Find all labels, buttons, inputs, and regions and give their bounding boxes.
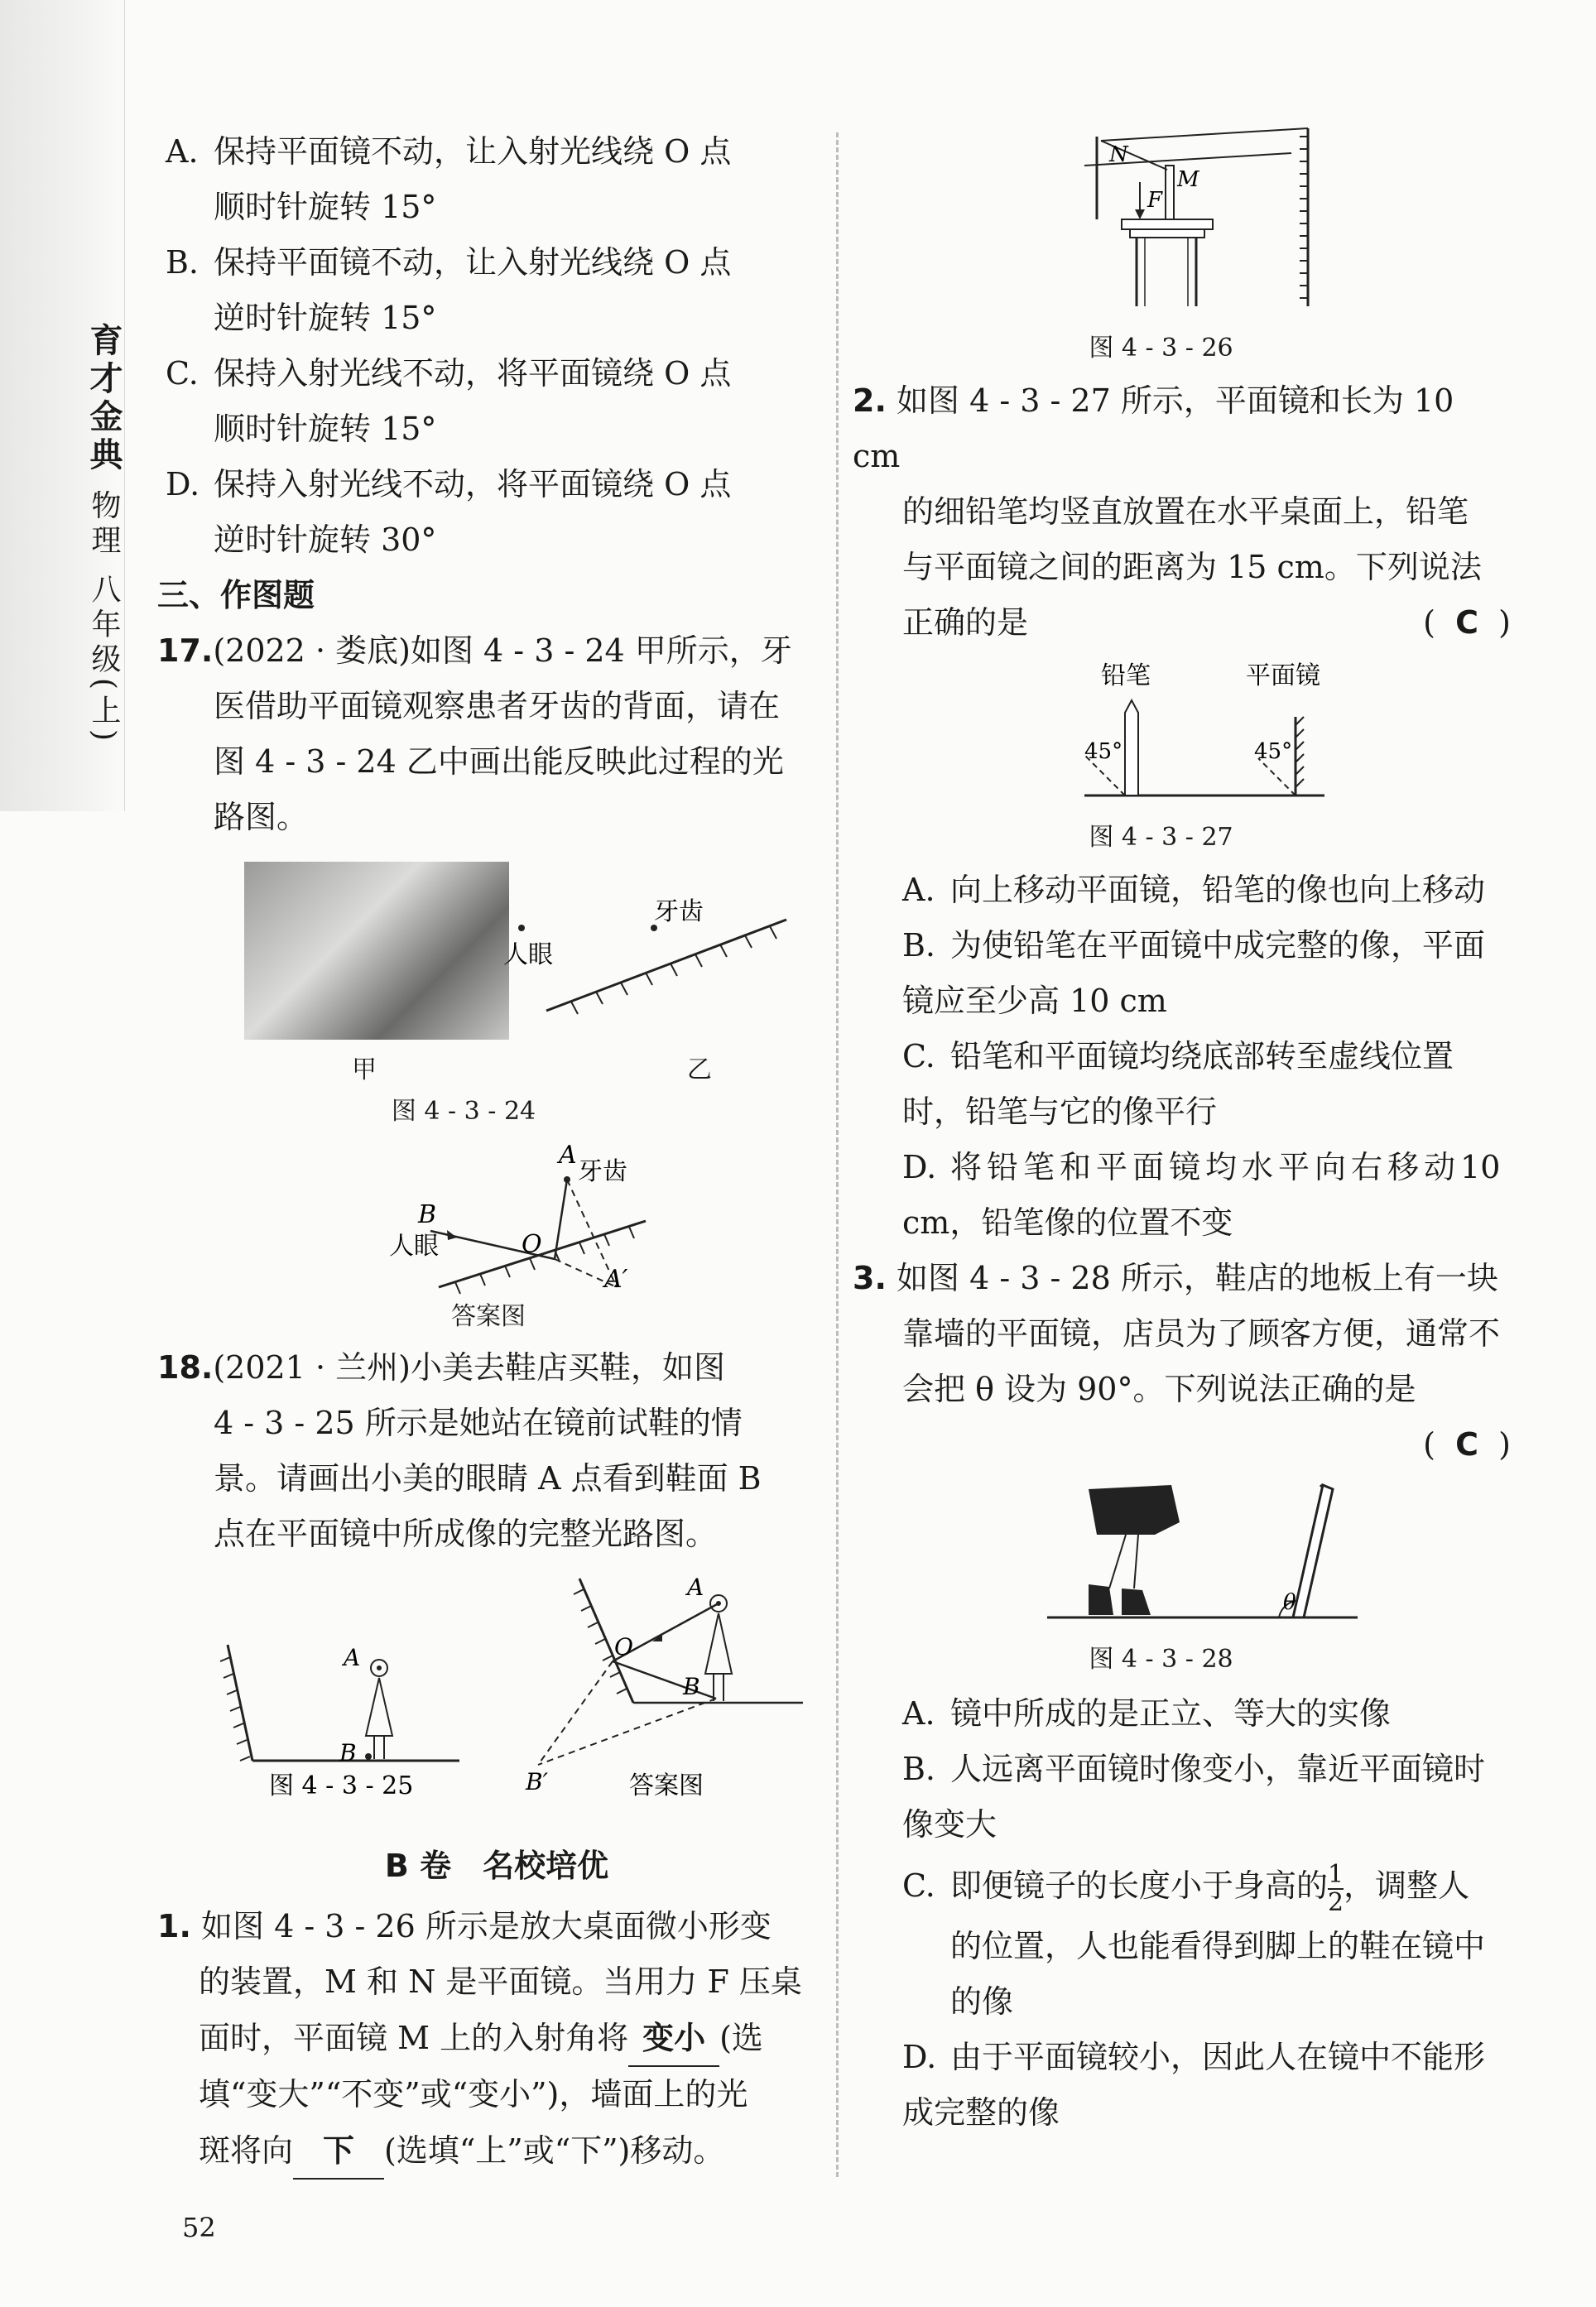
dentist-photo [244,862,509,1040]
q3-option-c: C. 即便镜子的长度小于身高的 $\frac{1}{2}$ ，调整人 [902,1859,1470,1917]
q16-option-a: A. 保持平面镜不动，让入射光线绕 O 点 顺时针旋转 15° [166,133,732,225]
q3-option-b: B. 人远离平面镜时像变小，靠近平面镜时像变大 [902,1751,1486,1843]
figure-4-3-25-and-answer [166,1562,828,1802]
q3-option-a: A. 镜中所成的是正立、等大的实像 [902,1695,1392,1732]
spine-brand: 育才金典 [84,323,123,475]
q2-option-b: B. 为使铅笔在平面镜中成完整的像，平面镜应至少高 10 cm [902,927,1486,1019]
right-column [853,124,1511,2141]
label-tooth: 牙齿 [654,897,704,926]
ans17-a: A [559,1141,577,1170]
svg-text:N: N [1109,142,1128,167]
caption-answer-18: 答案图 [629,1771,704,1800]
answer-q3: C [1455,1426,1478,1463]
left-column [157,124,828,2180]
svg-text:θ: θ [1283,1590,1296,1615]
label-jia: 甲 [352,1055,377,1084]
svg-text:O: O [614,1633,633,1661]
book-spine [0,0,125,811]
caption-4-3-24: 图 4 - 3 - 24 [391,1097,536,1126]
ans17-b: B [418,1200,437,1229]
section-title-b: B 卷 名校培优 [384,1848,609,1884]
q2-option-c: C. 铅笔和平面镜均绕底部转至虚线位置时，铅笔与它的像平行 [902,1038,1454,1130]
svg-text:M: M [1177,167,1199,192]
svg-text:B′: B′ [526,1768,548,1795]
section-title-drawing: 三、作图题 [157,577,315,613]
spine-text [84,323,123,746]
fraction-one-half: $\frac{1}{2}$ [1328,1859,1344,1917]
question-2: 2. 如图 4 - 3 - 27 所示，平面镜和长为 10 cm 的细铅笔均竖直放置在水平桌面上，铅笔 与平面镜之间的距离为 15 cm。下列说法 正确的是 ( C ) [853,382,1511,641]
spine-subject: 物理 [87,489,121,560]
ans17-tooth: 牙齿 [578,1157,627,1186]
svg-text:B: B [683,1673,700,1700]
svg-text:铅笔: 铅笔 [1101,661,1151,690]
page-number: 52 [182,2212,216,2243]
q3-option-d: D. 由于平面镜较小，因此人在镜中不能形成完整的像 [902,2039,1486,2131]
svg-text:45°: 45° [1254,739,1293,764]
ans17-o: O [522,1230,542,1259]
column-divider [836,132,839,2177]
fill-answer-1[interactable]: 变小 [628,2010,719,2067]
figure-4-3-24 [166,845,828,1093]
mirror-diagram-yi [503,862,820,1077]
q2-option-a: A. 向上移动平面镜，铅笔的像也向上移动 [902,872,1486,908]
ans17-eye: 人眼 [389,1232,439,1261]
caption-answer-17: 答案图 [451,1302,526,1331]
figure-4-3-28 [861,1473,1511,1638]
label-yi: 乙 [687,1055,712,1084]
q16-option-d: D. 保持入射光线不动，将平面镜绕 O 点 逆时针旋转 30° [166,466,732,558]
figure-4-3-27 [861,651,1511,816]
answer-figure-17 [166,1130,828,1295]
caption-4-3-27: 图 4 - 3 - 27 [1089,823,1233,852]
question-17: 17.(2022 · 娄底)如图 4 - 3 - 24 甲所示，牙 医借助平面镜观察患者牙齿的背面，请在 图 4 - 3 - 24 乙中画出能反映此过程的光 路图。 [157,632,792,835]
q16-option-c: C. 保持入射光线不动，将平面镜绕 O 点 顺时针旋转 15° [166,355,732,447]
svg-text:平面镜: 平面镜 [1246,661,1320,690]
svg-text:F: F [1147,188,1163,213]
caption-4-3-25: 图 4 - 3 - 25 [269,1771,414,1800]
ans17-a-prime: A′ [604,1265,628,1294]
figure-4-3-26 [861,124,1511,344]
caption-4-3-28: 图 4 - 3 - 28 [1089,1645,1233,1674]
svg-text:A: A [687,1574,704,1601]
label-eye: 人眼 [503,940,553,969]
fill-answer-2[interactable]: 下 [293,2122,384,2180]
svg-text:45°: 45° [1084,739,1123,764]
caption-4-3-26: 图 4 - 3 - 26 [1089,334,1233,363]
svg-text:B: B [339,1739,357,1766]
q16-option-b: B. 保持平面镜不动，让入射光线绕 O 点 逆时针旋转 15° [166,244,732,336]
q3-options: A. 镜中所成的是正立、等大的实像 B. 人远离平面镜时像变小，靠近平面镜时像变大 C. 即便镜子的长度小于身高的 $\frac{1}{2}$ ，调整人 的位置，人也能看得到脚上的鞋在镜中 的像 D. 由于平面镜较小，因此人在镜中不能形成完整的像 [861,1686,1511,2141]
spine-grade: 八年级(上) [87,573,121,746]
q2-option-d: D. 将铅笔和平面镜均水平向右移动10 cm，铅笔像的位置不变 [902,1149,1501,1241]
answer-figure-18 [525,1574,803,1795]
answer-q2: C [1455,604,1478,641]
question-3: 3. 如图 4 - 3 - 28 所示，鞋店的地板上有一块 靠墙的平面镜，店员为了顾客方便，通常不 会把 θ 设为 90°。下列说法正确的是 ( C ) [853,1260,1511,1463]
question-18: 18.(2021 · 兰州)小美去鞋店买鞋，如图 4 - 3 - 25 所示是她站在镜前试鞋的情 景。请画出小美的眼睛 A 点看到鞋面 B 点在平面镜中所成像的完整光路图。 [157,1349,762,1552]
q2-options [861,863,1511,1251]
question-b1: 1. 如图 4 - 3 - 26 所示是放大桌面微小形变 的装置，M 和 N 是平面镜。当用力 F 压桌 面时，平面镜 M 上的入射角将 变小 (选 填“变大”“不变”或“变小”)，墙面上的光 斑将向 下 (选填“上”或“下”)移动。 [166,1899,828,2180]
figure-4-3-25 [220,1644,459,1766]
svg-text:A: A [344,1644,361,1671]
q16-options [166,124,828,568]
